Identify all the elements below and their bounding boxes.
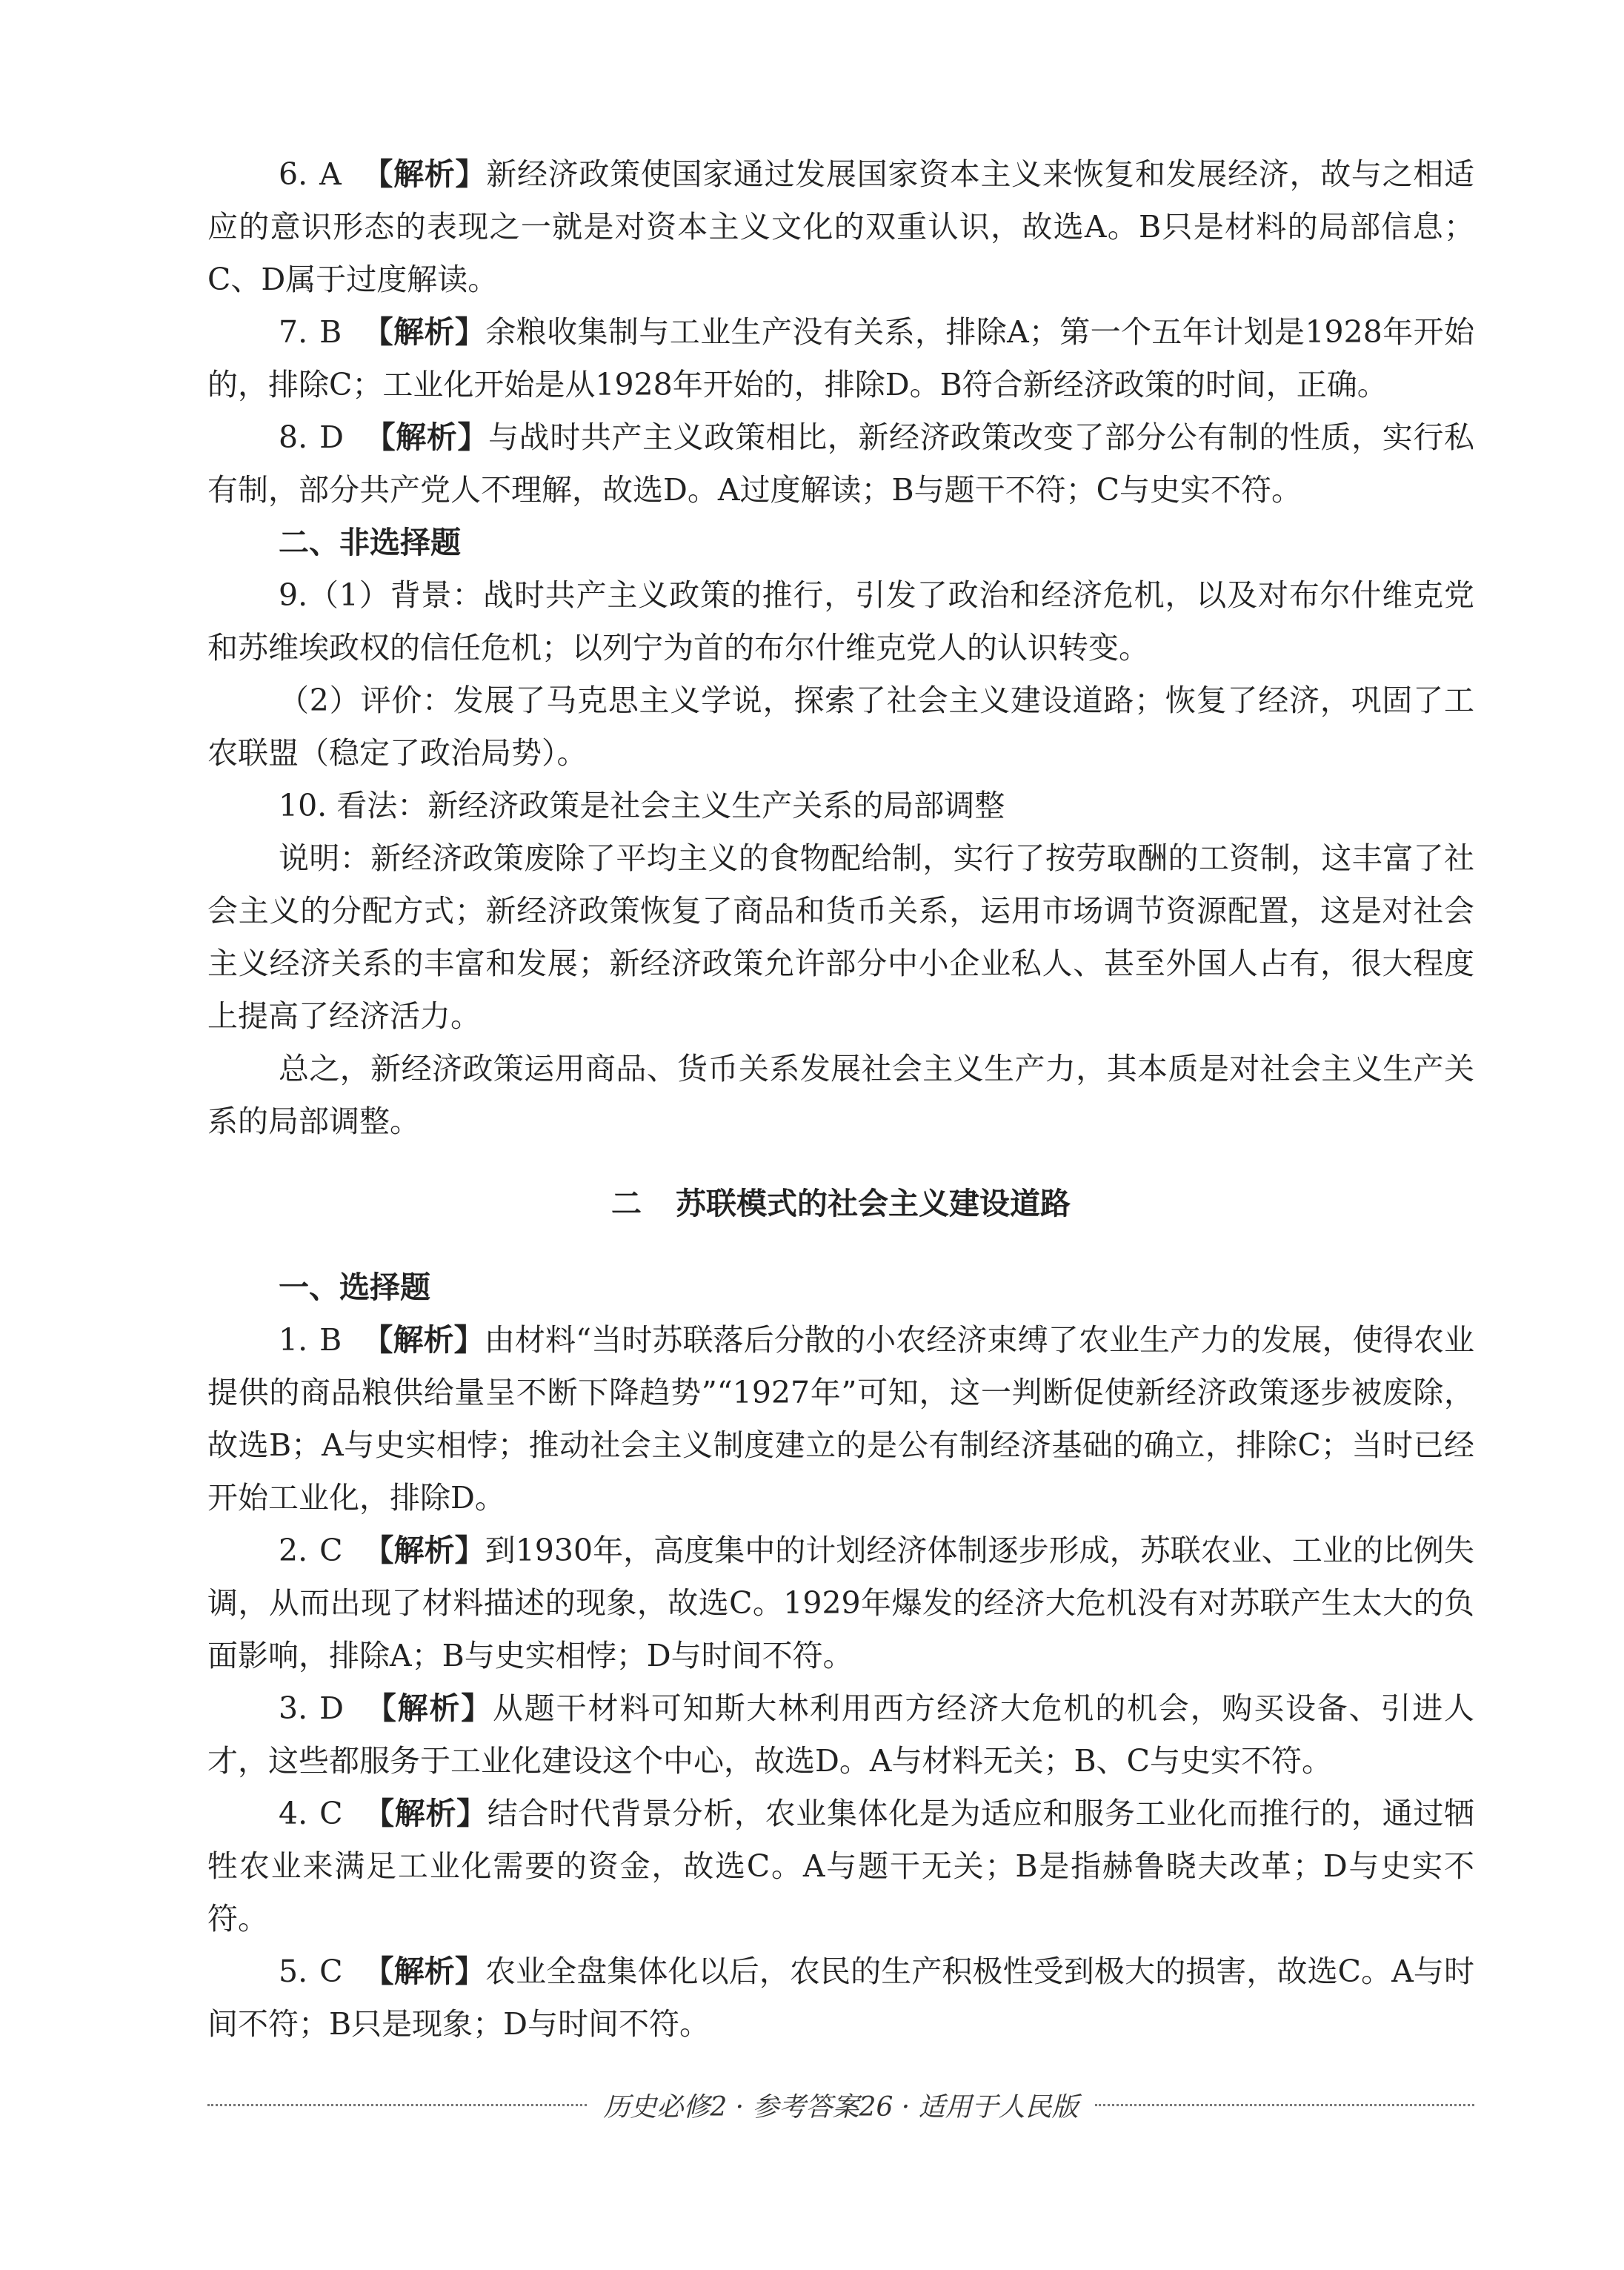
answer-q8 [207, 411, 1474, 517]
answer-s2-q4 [207, 1788, 1474, 1945]
analysis-tag: 【解析】 [363, 1796, 487, 1831]
question-number: 4. [279, 1796, 308, 1831]
nonchoice-heading: 二、非选择题 [279, 525, 461, 560]
analysis-text: 结合时代背景分析，农业集体化是为适应和服务工业化而推行的，通过牺牲农业来满足工业化需要的资金，故选C。A与题干无关；B是指赫鲁晓夫改革；D与史实不符。 [207, 1796, 1474, 1937]
question-number: 3. [279, 1690, 308, 1726]
answer-letter: C [319, 1533, 343, 1568]
answer-q6 [207, 148, 1474, 306]
question-number: 8. [279, 419, 308, 455]
answer-s2-q5 [207, 1945, 1474, 2051]
choice-heading: 一、选择题 [279, 1270, 430, 1305]
analysis-text: 与战时共产主义政策相比，新经济政策改变了部分公有制的性质，实行私有制，部分共产党人不理解，故选D。A过度解读；B与题干不符；C与史实不符。 [207, 419, 1475, 508]
answer-letter: A [319, 156, 342, 192]
answer-q10-view: 10. 看法：新经济政策是社会主义生产关系的局部调整 [279, 788, 1005, 823]
answer-page [207, 148, 1474, 2051]
section-title-text: 苏联模式的社会主义建设道路 [676, 1186, 1071, 1221]
analysis-tag: 【解析】 [363, 1954, 485, 1989]
analysis-text: 由材料“当时苏联落后分散的小农经济束缚了农业生产力的发展，使得农业提供的商品粮供给量呈不断下降趋势”“1927年”可知，这一判断促使新经济政策逐步被废除，故选B；A与史实相悖；推动社会主义制度建立的是公有制经济基础的确立，排除C；当时已经开始工业化，排除D。 [207, 1322, 1474, 1516]
analysis-tag: 【解析】 [365, 419, 489, 455]
page-footer [207, 2086, 1474, 2124]
analysis-tag: 【解析】 [362, 1322, 485, 1358]
answer-q9-part1: 9.（1）背景：战时共产主义政策的推行，引发了政治和经济危机，以及对布尔什维克党和苏维埃政权的信任危机；以列宁为首的布尔什维克党人的认识转变。 [207, 577, 1474, 666]
answer-letter: B [319, 1322, 342, 1358]
footer-rule-left [207, 2104, 587, 2106]
question-number: 5. [279, 1954, 308, 1989]
footer-rule-right [1095, 2104, 1474, 2106]
analysis-text: 到1930年，高度集中的计划经济体制逐步形成，苏联农业、工业的比例失调，从而出现了材料描述的现象，故选C。1929年爆发的经济大危机没有对苏联产生太大的负面影响，排除A；B与史实相悖；D与时间不符。 [207, 1533, 1475, 1673]
question-number: 1. [279, 1322, 308, 1358]
answer-q9-part2: （2）评价：发展了马克思主义学说，探索了社会主义建设道路；恢复了经济，巩固了工农联盟（稳定了政治局势）。 [207, 683, 1474, 771]
analysis-tag: 【解析】 [365, 1690, 493, 1726]
analysis-tag: 【解析】 [363, 1533, 485, 1568]
answer-letter: C [319, 1954, 343, 1989]
answer-s2-q3 [207, 1682, 1474, 1788]
section-number: 二 [611, 1186, 642, 1221]
analysis-text: 从题干材料可知斯大林利用西方经济大危机的机会，购买设备、引进人才，这些都服务于工业化建设这个中心，故选D。A与材料无关；B、C与史实不符。 [207, 1690, 1474, 1779]
answer-q10-summary: 总之，新经济政策运用商品、货币关系发展社会主义生产力，其本质是对社会主义生产关系的局部调整。 [207, 1051, 1474, 1139]
footer-text: 历史必修2 · 参考答案26 · 适用于人民版 [603, 2092, 1079, 2123]
analysis-text: 农业全盘集体化以后，农民的生产积极性受到极大的损害，故选C。A与时间不符；B只是现象；D与时间不符。 [207, 1954, 1475, 2042]
section-title [207, 1178, 1474, 1230]
answer-letter: D [319, 419, 344, 455]
answer-q10-explain: 说明：新经济政策废除了平均主义的食物配给制，实行了按劳取酬的工资制，这丰富了社会主义的分配方式；新经济政策恢复了商品和货币关系，运用市场调节资源配置，这是对社会主义经济关系的丰富和发展；新经济政策允许部分中小企业私人、甚至外国人占有，很大程度上提高了经济活力。 [207, 840, 1474, 1034]
analysis-text: 余粮收集制与工业生产没有关系，排除A；第一个五年计划是1928年开始的，排除C；工业化开始是从1928年开始的，排除D。B符合新经济政策的时间，正确。 [207, 314, 1474, 402]
question-number: 7. [279, 314, 308, 350]
answer-letter: C [319, 1796, 343, 1831]
answer-letter: B [319, 314, 342, 350]
answer-letter: D [319, 1690, 344, 1726]
analysis-tag: 【解析】 [362, 156, 487, 192]
analysis-tag: 【解析】 [362, 314, 486, 350]
question-number: 6. [279, 156, 308, 192]
question-number: 2. [279, 1533, 308, 1568]
answer-s2-q1 [207, 1314, 1474, 1524]
analysis-text: 新经济政策使国家通过发展国家资本主义来恢复和发展经济，故与之相适应的意识形态的表现之一就是对资本主义文化的双重认识，故选A。B只是材料的局部信息；C、D属于过度解读。 [207, 156, 1475, 297]
answer-s2-q2 [207, 1524, 1474, 1682]
answer-q7 [207, 306, 1474, 411]
